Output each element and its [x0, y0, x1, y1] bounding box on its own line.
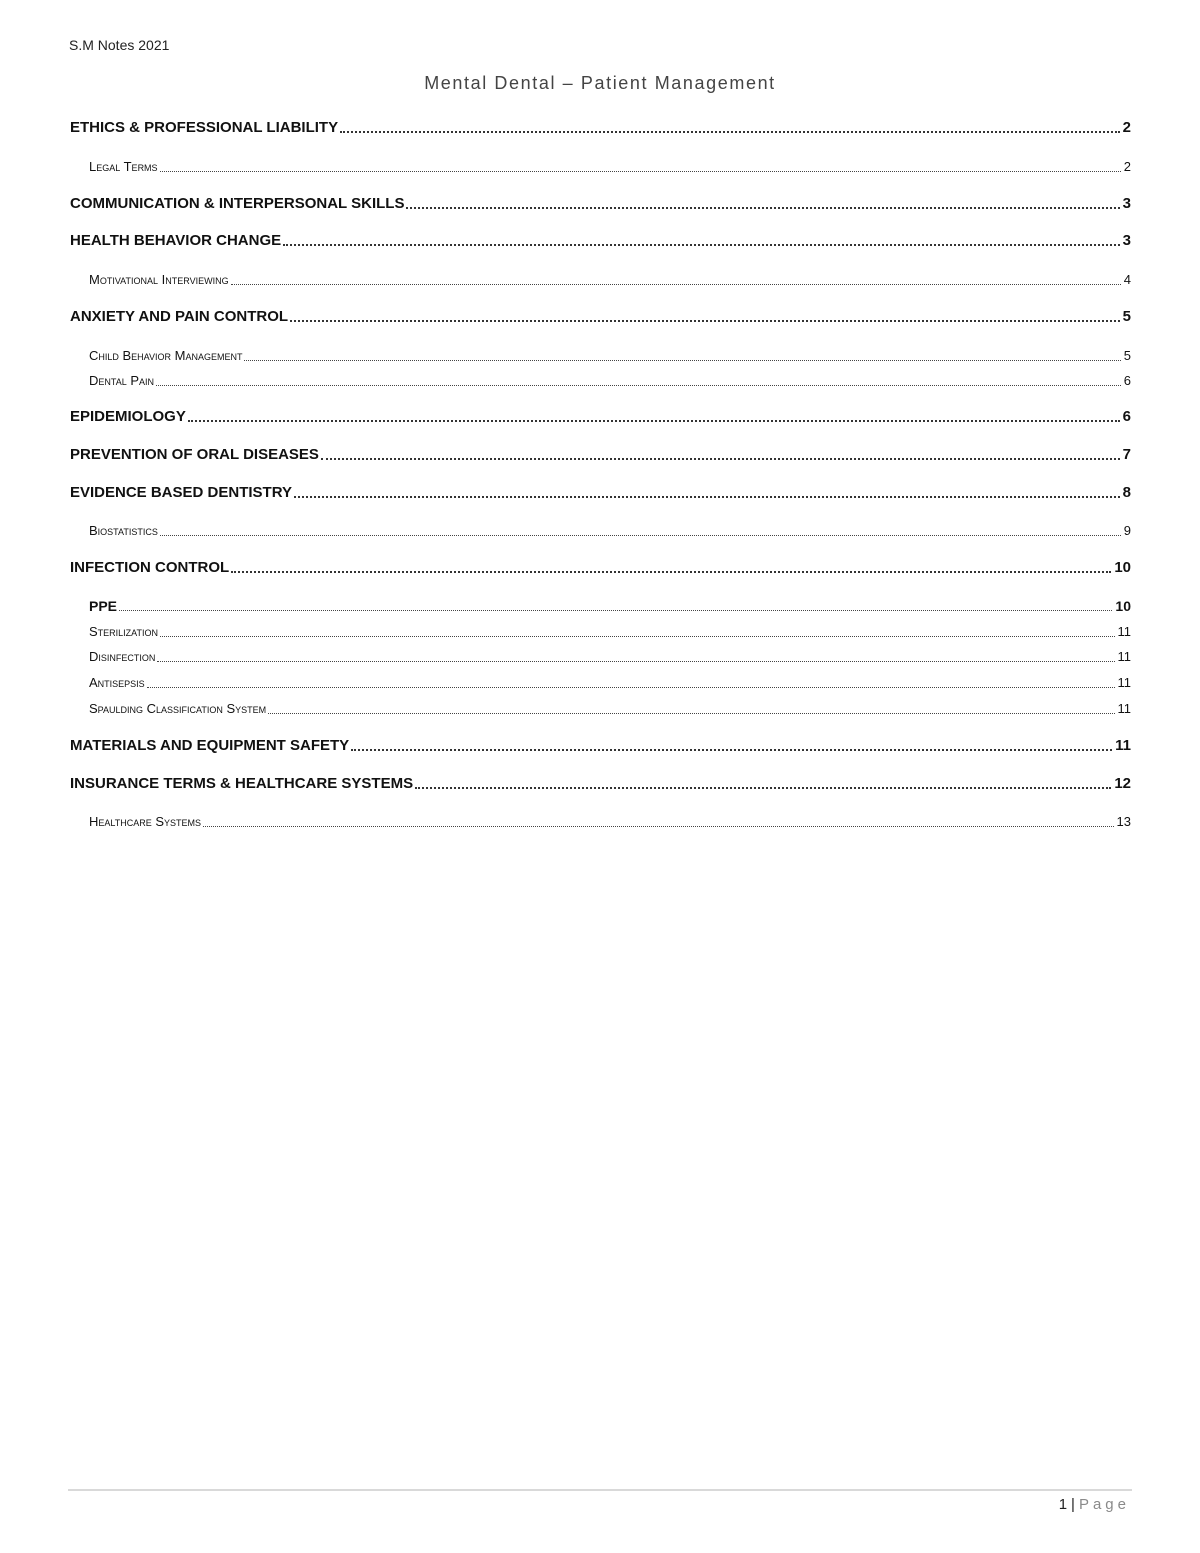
toc-entry-page: 10 — [1115, 598, 1131, 614]
toc-entry-page: 11 — [1117, 649, 1131, 664]
toc-entry-label: EPIDEMIOLOGY — [70, 408, 186, 425]
toc-entry[interactable] — [70, 193, 1131, 213]
toc-entry-page: 12 — [1114, 775, 1131, 792]
toc-entry-label: ETHICS & PROFESSIONAL LIABILITY — [70, 119, 339, 136]
page-number: 1 — [1058, 1496, 1068, 1513]
toc-entry-label: Disinfection — [89, 649, 156, 664]
toc-entry-page: 11 — [1117, 675, 1131, 690]
toc-leader — [157, 661, 1114, 662]
toc-entry-label: Biostatistics — [89, 523, 158, 538]
toc-entry-label: INSURANCE TERMS & HEALTHCARE SYSTEMS — [70, 775, 414, 792]
toc-leader — [119, 610, 1112, 611]
toc-entry-label: Dental Pain — [89, 373, 155, 388]
toc-entry-page: 8 — [1122, 484, 1131, 501]
toc-entry-page: 2 — [1123, 159, 1131, 174]
toc-entry-page: 11 — [1117, 624, 1131, 639]
page-word: Page — [1078, 1496, 1130, 1513]
toc-leader — [406, 207, 1119, 209]
toc-entry-page: 11 — [1117, 701, 1131, 716]
document-title: Mental Dental – Patient Management — [424, 73, 776, 93]
toc-entry[interactable] — [70, 269, 1131, 289]
toc-leader — [160, 636, 1114, 637]
toc-entry-page: 2 — [1122, 119, 1131, 136]
toc-leader — [290, 320, 1120, 322]
toc-entry[interactable] — [70, 482, 1131, 502]
toc-entry[interactable] — [70, 621, 1131, 641]
toc-entry-label: Child Behavior Management — [89, 348, 243, 363]
toc-entry-label: Antisepsis — [89, 675, 145, 690]
toc-leader — [231, 571, 1111, 573]
toc-leader — [231, 284, 1121, 285]
toc-entry[interactable] — [70, 117, 1131, 137]
toc-leader — [294, 496, 1120, 498]
toc-entry[interactable] — [70, 306, 1131, 326]
toc-entry-page: 11 — [1115, 737, 1131, 754]
toc-entry-label: PPE — [89, 598, 118, 614]
toc-entry-label: HEALTH BEHAVIOR CHANGE — [70, 232, 282, 249]
toc-entry-page: 7 — [1122, 446, 1131, 463]
toc-entry[interactable] — [70, 698, 1131, 718]
header-note: S.M Notes 2021 — [69, 37, 170, 53]
toc-entry-page: 6 — [1122, 408, 1131, 425]
toc-entry-label: MATERIALS AND EQUIPMENT SAFETY — [70, 737, 350, 754]
footer-page-number — [1059, 1496, 1130, 1513]
toc-entry[interactable] — [70, 735, 1131, 755]
toc-entry-page: 3 — [1122, 195, 1131, 212]
toc-leader — [283, 244, 1120, 246]
toc-leader — [340, 131, 1120, 133]
page-separator: | — [1071, 1496, 1075, 1513]
toc-leader — [244, 360, 1120, 361]
footer-divider — [68, 1489, 1132, 1491]
toc-entry-label: PREVENTION OF ORAL DISEASES — [70, 446, 319, 463]
toc-entry-page: 4 — [1123, 272, 1131, 287]
toc-entry-page: 5 — [1122, 308, 1131, 325]
toc-leader — [147, 687, 1115, 688]
toc-entry[interactable] — [70, 672, 1131, 692]
toc-entry[interactable] — [70, 557, 1131, 577]
toc-entry[interactable] — [70, 520, 1131, 540]
toc-entry[interactable] — [70, 406, 1131, 426]
toc-entry-page: 5 — [1123, 348, 1131, 363]
toc-leader — [415, 787, 1111, 789]
toc-entry-page: 3 — [1122, 232, 1131, 249]
toc-leader — [268, 713, 1114, 714]
toc-leader — [321, 458, 1120, 460]
toc-entry-label: COMMUNICATION & INTERPERSONAL SKILLS — [70, 195, 405, 212]
toc-entry-page: 13 — [1116, 814, 1131, 829]
toc-leader — [188, 420, 1120, 422]
toc-entry-label: INFECTION CONTROL — [70, 559, 230, 576]
toc-entry[interactable] — [70, 595, 1131, 615]
toc-entry[interactable] — [70, 811, 1131, 831]
toc-entry[interactable] — [70, 370, 1131, 390]
toc-entry-label: Sterilization — [89, 624, 159, 639]
toc-entry[interactable] — [70, 230, 1131, 250]
toc-entry-page: 9 — [1123, 523, 1131, 538]
toc-entry-label: Healthcare Systems — [89, 814, 202, 829]
toc-entry[interactable] — [70, 773, 1131, 793]
toc-entry-label: EVIDENCE BASED DENTISTRY — [70, 484, 292, 501]
toc-entry[interactable] — [70, 156, 1131, 176]
toc-entry-label: Motivational Interviewing — [89, 272, 229, 287]
toc-leader — [156, 385, 1121, 386]
toc-entry[interactable] — [70, 646, 1131, 666]
toc-entry[interactable] — [70, 444, 1131, 464]
toc-entry-label: Spaulding Classification System — [89, 701, 267, 716]
toc-leader — [160, 535, 1121, 536]
toc-leader — [203, 826, 1114, 827]
toc-leader — [351, 749, 1112, 751]
toc-entry[interactable] — [70, 345, 1131, 365]
toc-entry-page: 10 — [1114, 559, 1131, 576]
toc-leader — [160, 171, 1121, 172]
toc-entry-page: 6 — [1123, 373, 1131, 388]
toc-entry-label: Legal Terms — [89, 159, 158, 174]
toc-entry-label: ANXIETY AND PAIN CONTROL — [70, 308, 289, 325]
